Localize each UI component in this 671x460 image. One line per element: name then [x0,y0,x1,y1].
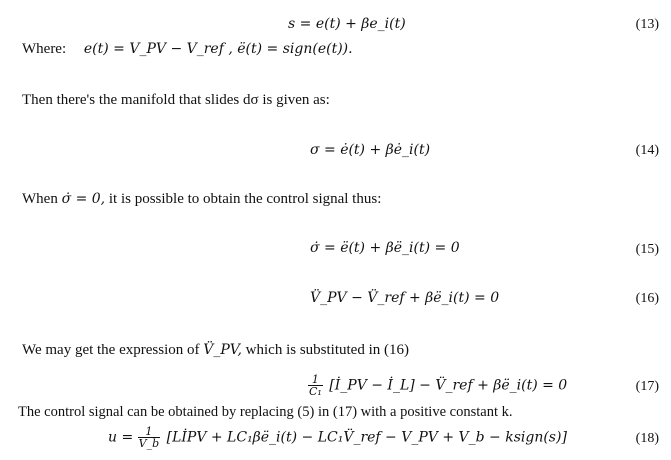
equation-15 [310,240,460,256]
where-line [22,41,353,58]
equation-18-fraction [138,426,161,449]
equation-17-number: (17) [635,379,659,394]
equation-13-number: (13) [635,17,659,32]
manifold-paragraph: Then there's the manifold that slides dσ is given as: [22,92,330,108]
equation-18-number: (18) [635,431,659,446]
equation-14 [310,142,430,158]
equation-17-fraction [308,374,323,397]
expression-after: which is substituted in (16) [245,342,409,358]
when-text-before: When [22,191,58,207]
equation-13 [288,16,406,32]
equation-18-body: [LİPV + LC₁βë_i(t) − LC₁V̈_ref − V_PV + V_b − ksign(s)] [166,429,567,446]
equation-17-body: [İ_PV − İ_L] − V̈_ref + βë_i(t) = 0 [329,377,568,394]
when-text-after: it is possible to obtain the control signal thus: [108,191,382,207]
when-paragraph [22,191,381,208]
expression-paragraph [22,342,409,359]
equation-17-fraction-denominator: C₁ [309,385,322,398]
where-math: e(t) = V_PV − V_ref , ë(t) = sign(e(t)). [83,41,353,57]
equation-18-fraction-numerator: 1 [138,426,161,438]
equation-17-fraction-numerator: 1 [308,374,323,386]
replace-paragraph: The control signal can be obtained by replacing (5) in (17) with a positive constant k. [18,404,513,420]
equation-14-body: σ = ė(t) + βė_i(t) [310,142,431,158]
expression-text: We may get the expression of [22,342,200,358]
equation-18 [108,426,567,449]
expression-math: V̈_PV, [203,342,242,358]
equation-13-body: s = e(t) + βe_i(t) [288,16,406,32]
when-math: σ̇ = 0, [61,191,106,207]
equation-16-number: (16) [635,291,659,306]
equation-18-prefix: u = [108,429,134,446]
equation-15-body: σ̇ = ë(t) + βë_i(t) = 0 [310,240,460,256]
where-label: Where: [22,41,67,57]
equation-15-number: (15) [635,242,659,257]
equation-16 [310,290,499,306]
equation-14-number: (14) [635,143,659,158]
equation-16-body: V̈_PV − V̈_ref + βë_i(t) = 0 [310,290,500,306]
equation-17 [308,374,567,397]
equation-18-fraction-denominator: V_b [138,437,160,450]
